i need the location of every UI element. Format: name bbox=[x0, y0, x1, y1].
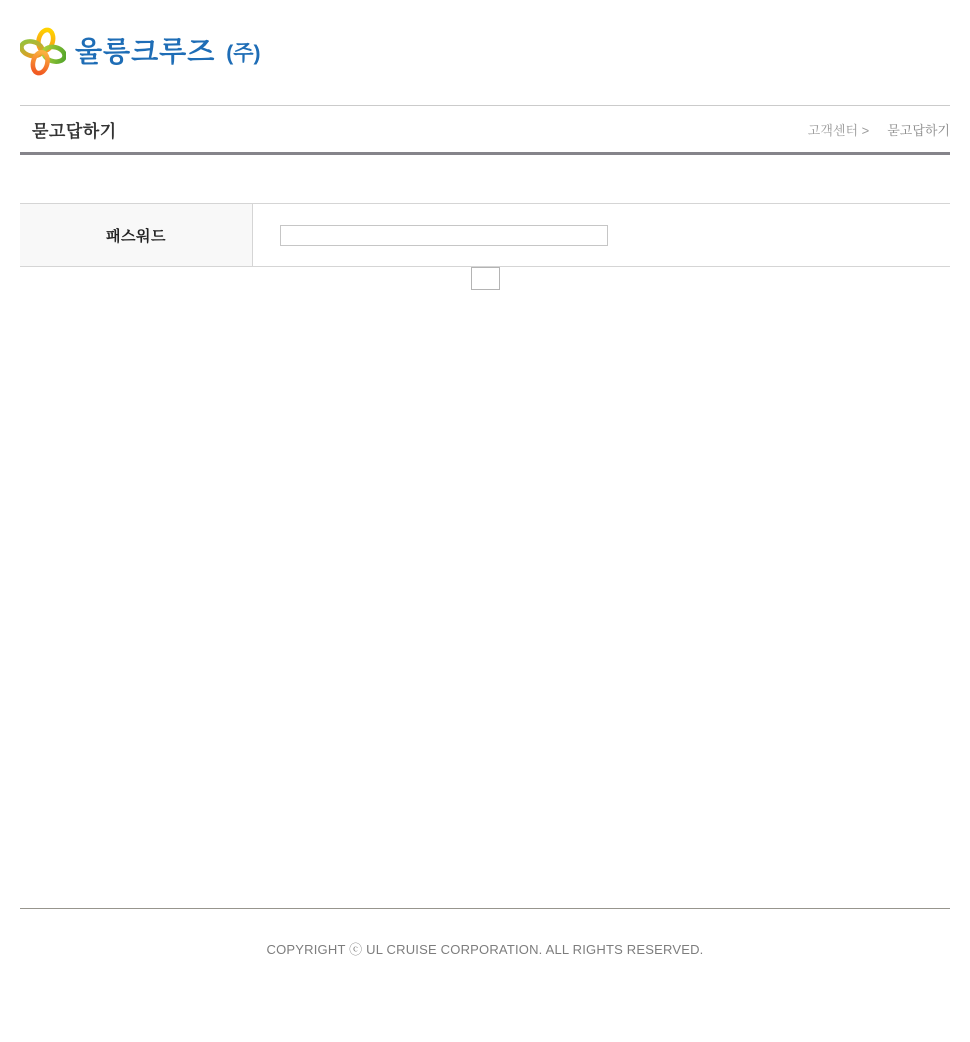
copyright-text: COPYRIGHT ⓒ UL CRUISE CORPORATION. ALL RIGHTS RESERVED. bbox=[266, 942, 704, 957]
password-label-cell bbox=[20, 204, 253, 266]
company-name: 울릉크루즈 bbox=[75, 35, 216, 67]
breadcrumb-current: 묻고답하기 bbox=[887, 122, 950, 138]
page-title: 묻고답하기 bbox=[32, 121, 117, 141]
password-label: 패스워드 bbox=[106, 227, 166, 245]
breadcrumb-parent-link[interactable]: 고객센터 > bbox=[807, 122, 870, 138]
password-input[interactable] bbox=[280, 225, 608, 246]
page-title-bar bbox=[20, 105, 950, 155]
pinwheel-flower-icon bbox=[20, 27, 66, 76]
password-form-table bbox=[20, 203, 950, 267]
logo-row bbox=[20, 0, 950, 76]
company-logo[interactable] bbox=[20, 27, 261, 76]
breadcrumb bbox=[808, 120, 950, 139]
password-input-cell bbox=[253, 204, 950, 266]
footer bbox=[20, 908, 950, 958]
company-suffix: (주) bbox=[226, 41, 261, 65]
confirm-button[interactable] bbox=[471, 267, 500, 290]
